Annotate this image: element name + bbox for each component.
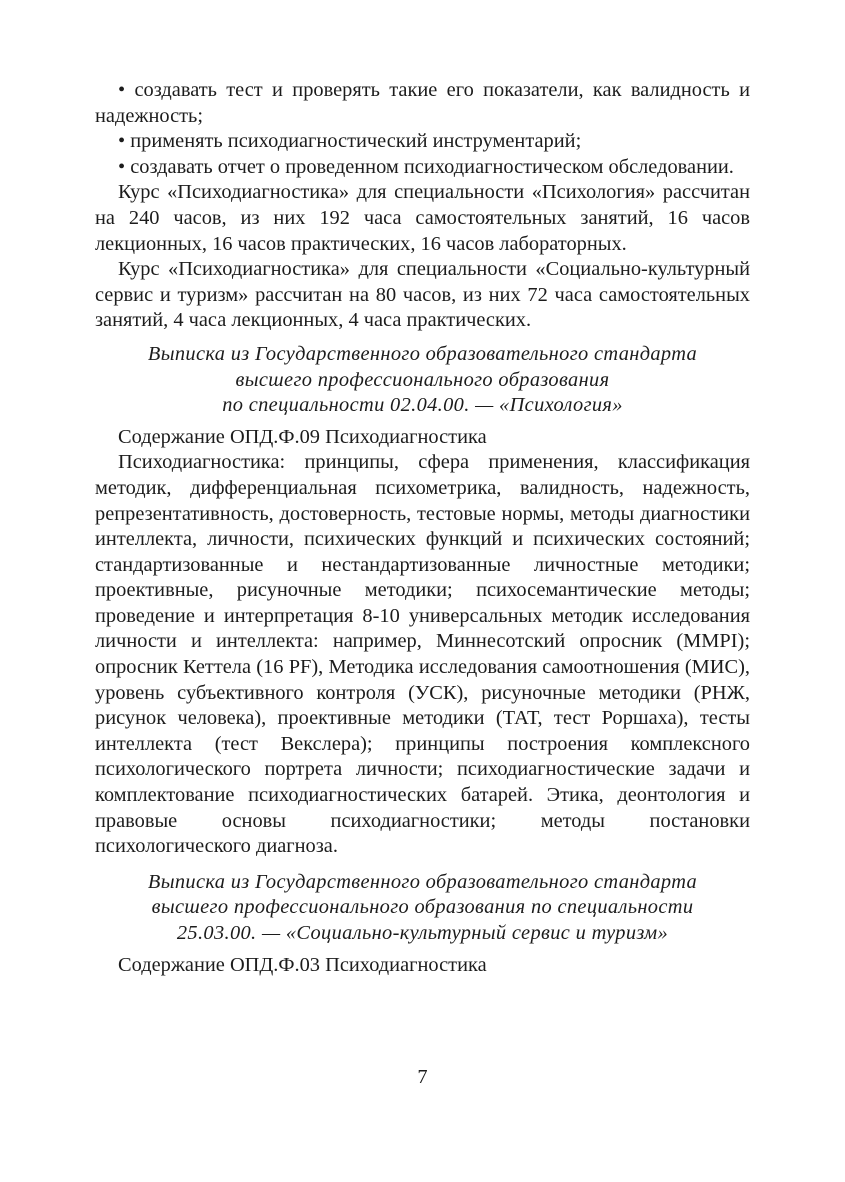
- page-number: 7: [417, 1066, 428, 1088]
- bullet-item: • создавать тест и проверять такие его показатели, как валидность и надежность;: [95, 79, 750, 127]
- heading-line: Выписка из Государственного образовательного стандарта: [147, 342, 698, 365]
- heading-line: 25.03.00. — «Социально-культурный сервис и туризм»: [176, 922, 669, 944]
- content-title-opd-f09: Содержание ОПД.Ф.09 Психодиагностика: [118, 425, 487, 448]
- section-heading-extract-tourism: [95, 870, 750, 947]
- course-paragraph-tourism: Курс «Психодиагностика» для специальности «Социально-культурный сервис и туризм» рассчитан на 80 часов, из них 72 часа самостоятельных занятий, 4 часа лекционных, 4 часа практических.: [95, 258, 750, 332]
- content-title-opd-f03: Содержание ОПД.Ф.03 Психодиагностика: [118, 953, 487, 976]
- heading-line: высшего профессионального образования по специальности: [151, 896, 694, 919]
- course-paragraph-psychology: Курс «Психодиагностика» для специальности «Психология» рассчитан на 240 часов, из них 192 часа самостоятельных занятий, 16 часов лекционных, 16 часов практических, 16 часов лабораторных.: [95, 181, 750, 255]
- content-body-psychodiagnostics: Психодиагностика: принципы, сфера применения, классификация методик, дифференциальная психометрика, валидность, надежность, репрезентативность, достоверность, тестовые нормы, методы диагностики интеллекта, личности, психических функций и психических состояний; стандартизованные и нестандартизованные личностные методики; проективные, рисуночные методики; психосемантические методы; проведение и интерпретация 8-10 универсальных методик исследования личности и интеллекта: например, Миннесотский опросник (MMPI); опросник Кеттела (16 PF), Методика исследования самоотношения (МИС), уровень субъективного контроля (УСК), рисуночные методики (РНЖ, рисунок человека), проективные методики (ТАТ, тест Роршаха), тесты интеллекта (тест Векслера); принципы построения комплексного психологического портрета личности; психодиагностические задачи и комплектование психодиагностических батарей. Этика, деонтология и правовые основы психодиагностики; методы постановки психологического диагноза.: [95, 451, 750, 858]
- section-heading-extract-psychology: [95, 342, 750, 419]
- heading-line: по специальности 02.04.00. — «Психология»: [222, 394, 623, 417]
- bullet-item: • применять психодиагностический инструментарий;: [118, 130, 582, 153]
- heading-line: Выписка из Государственного образовательного стандарта: [147, 870, 698, 893]
- bullet-item: • создавать отчет о проведенном психодиагностическом обследовании.: [118, 155, 734, 178]
- heading-line: высшего профессионального образования: [235, 368, 610, 391]
- book-page: [95, 78, 750, 978]
